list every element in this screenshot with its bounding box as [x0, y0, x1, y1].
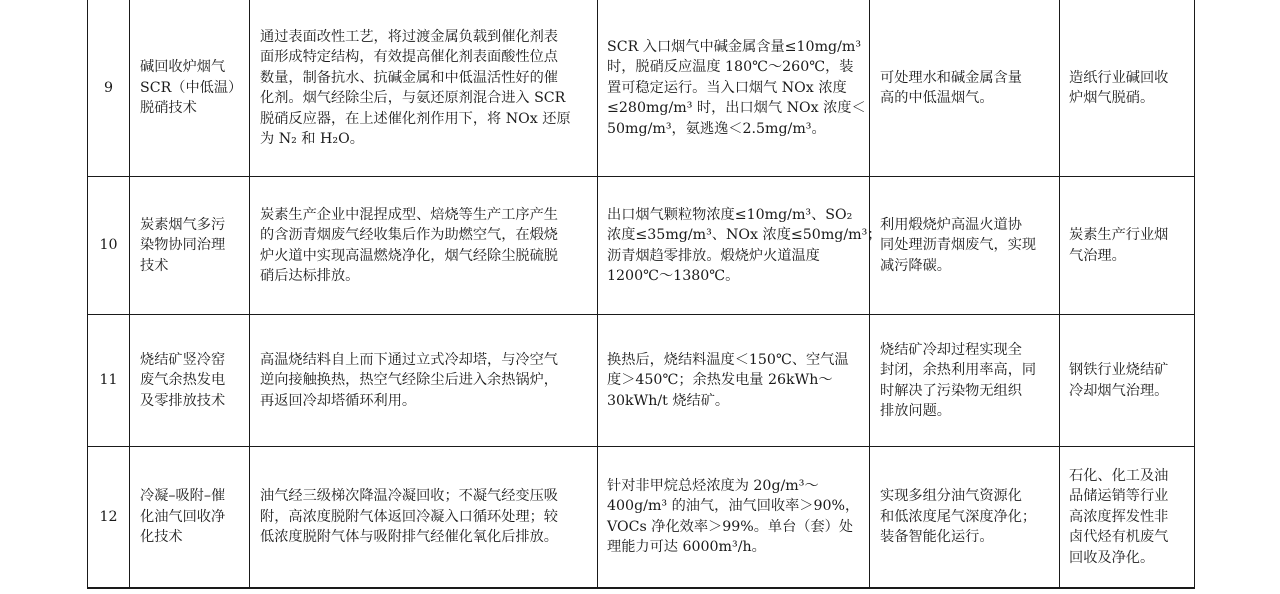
process-description-cell	[250, 447, 598, 588]
technology-name-line: 废气余热发电	[140, 372, 226, 389]
process-description-line: 脱硝反应器，在上述催化剂作用下，将 NOx 还原	[260, 110, 571, 127]
row-number: 12	[99, 508, 118, 525]
performance-indicators-line: 时，脱硝反应温度 180℃～260℃，装	[607, 59, 854, 76]
technology-name-line: 化技术	[140, 529, 183, 545]
technology-name-line: 脱硝技术	[140, 100, 197, 117]
process-description-cell	[250, 177, 598, 315]
technology-name-cell	[130, 0, 250, 177]
technical-advantages-line: 实现多组分油气资源化	[880, 488, 1022, 504]
technical-advantages-line: 高的中低温烟气。	[880, 90, 994, 106]
process-description-line: 硝后达标排放。	[260, 268, 360, 284]
technology-name-cell	[130, 447, 250, 588]
application-scope-line: 炭素生产行业烟	[1069, 227, 1169, 243]
performance-indicators-line: 置可稳定运行。当入口烟气 NOx 浓度	[607, 79, 847, 96]
table-row	[88, 315, 1195, 447]
row-number: 11	[99, 372, 118, 389]
application-scope-line: 炉烟气脱硝。	[1069, 90, 1155, 106]
row-number-cell	[88, 177, 130, 315]
process-description-line: 油气经三级梯次降温冷凝回收；不凝气经变压吸	[260, 488, 558, 504]
technical-advantages-line: 排放问题。	[880, 403, 951, 419]
technical-advantages-line: 和低浓度尾气深度净化；	[880, 508, 1037, 525]
row-number-cell	[88, 0, 130, 177]
process-description-line: 面形成特定结构，有效提高催化剂表面酸性位点	[260, 49, 558, 65]
performance-indicators-line: 50mg/m³，氨逃逸＜2.5mg/m³。	[607, 120, 826, 137]
process-description-line: 炭素生产企业中混捏成型、焙烧等生产工序产生	[260, 206, 558, 223]
performance-indicators-line: 30kWh/t 烧结矿。	[607, 392, 730, 409]
row-number: 9	[103, 79, 114, 96]
technical-advantages-cell	[870, 0, 1060, 177]
application-scope-cell	[1060, 447, 1195, 588]
process-description-line: 通过表面改性工艺，将过渡金属负载到催化剂表	[260, 28, 558, 45]
performance-indicators-line: 1200℃～1380℃。	[607, 268, 740, 284]
application-scope-line: 气治理。	[1069, 247, 1126, 264]
application-scope-line: 品储运销等行业	[1069, 488, 1169, 504]
technology-name-line: 烧结矿竖冷窑	[140, 351, 226, 368]
technical-advantages-cell	[870, 447, 1060, 588]
performance-indicators-cell	[598, 0, 870, 177]
application-scope-line: 冷却烟气治理。	[1069, 382, 1169, 399]
technology-name-line: 染物协同治理	[140, 237, 226, 254]
process-description-line: 高温烧结料自上而下通过立式冷却塔，与冷空气	[260, 351, 558, 368]
technical-advantages-line: 装备智能化运行。	[880, 529, 994, 545]
process-description-line: 为 N₂ 和 H₂O。	[260, 131, 364, 147]
technical-advantages-line: 封闭，余热利用率高，同	[880, 362, 1037, 378]
process-description-line: 低浓度脱附气体与吸附排气经催化氧化后排放。	[260, 529, 558, 545]
technology-name-cell	[130, 177, 250, 315]
application-scope-cell	[1060, 0, 1195, 177]
row-number: 10	[99, 237, 118, 254]
table-row	[88, 177, 1195, 315]
performance-indicators-line: 针对非甲烷总烃浓度为 20g/m³～	[607, 477, 819, 494]
technology-name-cell	[130, 315, 250, 447]
process-description-cell	[250, 0, 598, 177]
table-row	[88, 0, 1195, 177]
application-scope-line: 卤代烃有机废气	[1069, 529, 1169, 545]
application-scope-cell	[1060, 177, 1195, 315]
technology-name-line: 冷凝–吸附–催	[140, 488, 226, 504]
process-description-cell	[250, 315, 598, 447]
performance-indicators-line: VOCs 净化效率＞99%。单台（套）处	[607, 518, 854, 535]
technical-advantages-line: 同处理沥青烟废气，实现	[880, 237, 1037, 254]
process-description-line: 逆向接触换热，热空气经除尘后进入余热锅炉，	[260, 372, 558, 389]
performance-indicators-cell	[598, 447, 870, 588]
technical-advantages-line: 减污降碳。	[880, 257, 951, 274]
row-number-cell	[88, 447, 130, 588]
performance-indicators-line: 出口烟气颗粒物浓度≤10mg/m³、SO₂	[607, 206, 853, 223]
technology-name-line: SCR（中低温）	[140, 79, 243, 96]
technology-name-line: 碱回收炉烟气	[140, 59, 226, 76]
application-scope-line: 回收及净化。	[1069, 549, 1155, 566]
performance-indicators-line: 浓度≤35mg/m³、NOx 浓度≤50mg/m³；	[607, 227, 882, 243]
performance-indicators-line: 度＞450℃；余热发电量 26kWh～	[607, 372, 833, 389]
process-description-line: 化剂。烟气经除尘后，与氨还原剂混合进入 SCR	[260, 90, 566, 106]
application-scope-cell	[1060, 315, 1195, 447]
application-scope-line: 石化、化工及油	[1069, 467, 1169, 484]
process-description-line: 数量，制备抗水、抗碱金属和中低温活性好的催	[260, 69, 558, 86]
application-scope-line: 高浓度挥发性非	[1069, 508, 1169, 525]
technology-name-line: 技术	[140, 257, 169, 274]
technology-table	[87, 0, 1195, 589]
technology-name-line: 炭素烟气多污	[140, 216, 226, 233]
technical-advantages-cell	[870, 177, 1060, 315]
technical-advantages-line: 烧结矿冷却过程实现全	[880, 341, 1022, 358]
table-row	[88, 447, 1195, 588]
performance-indicators-cell	[598, 177, 882, 315]
technical-advantages-line: 时解决了污染物无组织	[880, 382, 1022, 399]
performance-indicators-cell	[598, 315, 870, 447]
performance-indicators-line: SCR 入口烟气中碱金属含量≤10mg/m³	[607, 38, 862, 55]
process-description-line: 炉火道中实现高温燃烧净化，烟气经除尘脱硫脱	[260, 247, 558, 264]
process-description-line: 的含沥青烟废气经收集后作为助燃空气，在煅烧	[260, 227, 558, 243]
performance-indicators-line: 400g/m³ 的油气，油气回收率＞90%，	[607, 498, 860, 515]
technical-advantages-line: 利用煅烧炉高温火道协	[880, 216, 1022, 233]
performance-indicators-line: 换热后，烧结料温度＜150℃、空气温	[607, 351, 849, 368]
application-scope-line: 造纸行业碱回收	[1069, 69, 1169, 86]
process-description-line: 再返回冷却塔循环利用。	[260, 392, 417, 409]
technical-advantages-line: 可处理水和碱金属含量	[880, 69, 1022, 86]
technology-name-line: 及零排放技术	[140, 392, 226, 409]
performance-indicators-line: ≤280mg/m³ 时，出口烟气 NOx 浓度＜	[607, 100, 866, 117]
performance-indicators-line: 沥青烟趋零排放。煅烧炉火道温度	[607, 247, 820, 264]
application-scope-line: 钢铁行业烧结矿	[1069, 362, 1169, 378]
technical-advantages-cell	[870, 315, 1060, 447]
table-body	[88, 0, 1195, 588]
row-number-cell	[88, 315, 130, 447]
process-description-line: 附，高浓度脱附气体返回冷凝入口循环处理；较	[260, 508, 558, 525]
technology-name-line: 化油气回收净	[140, 508, 226, 525]
performance-indicators-line: 理能力可达 6000m³/h。	[607, 539, 766, 556]
